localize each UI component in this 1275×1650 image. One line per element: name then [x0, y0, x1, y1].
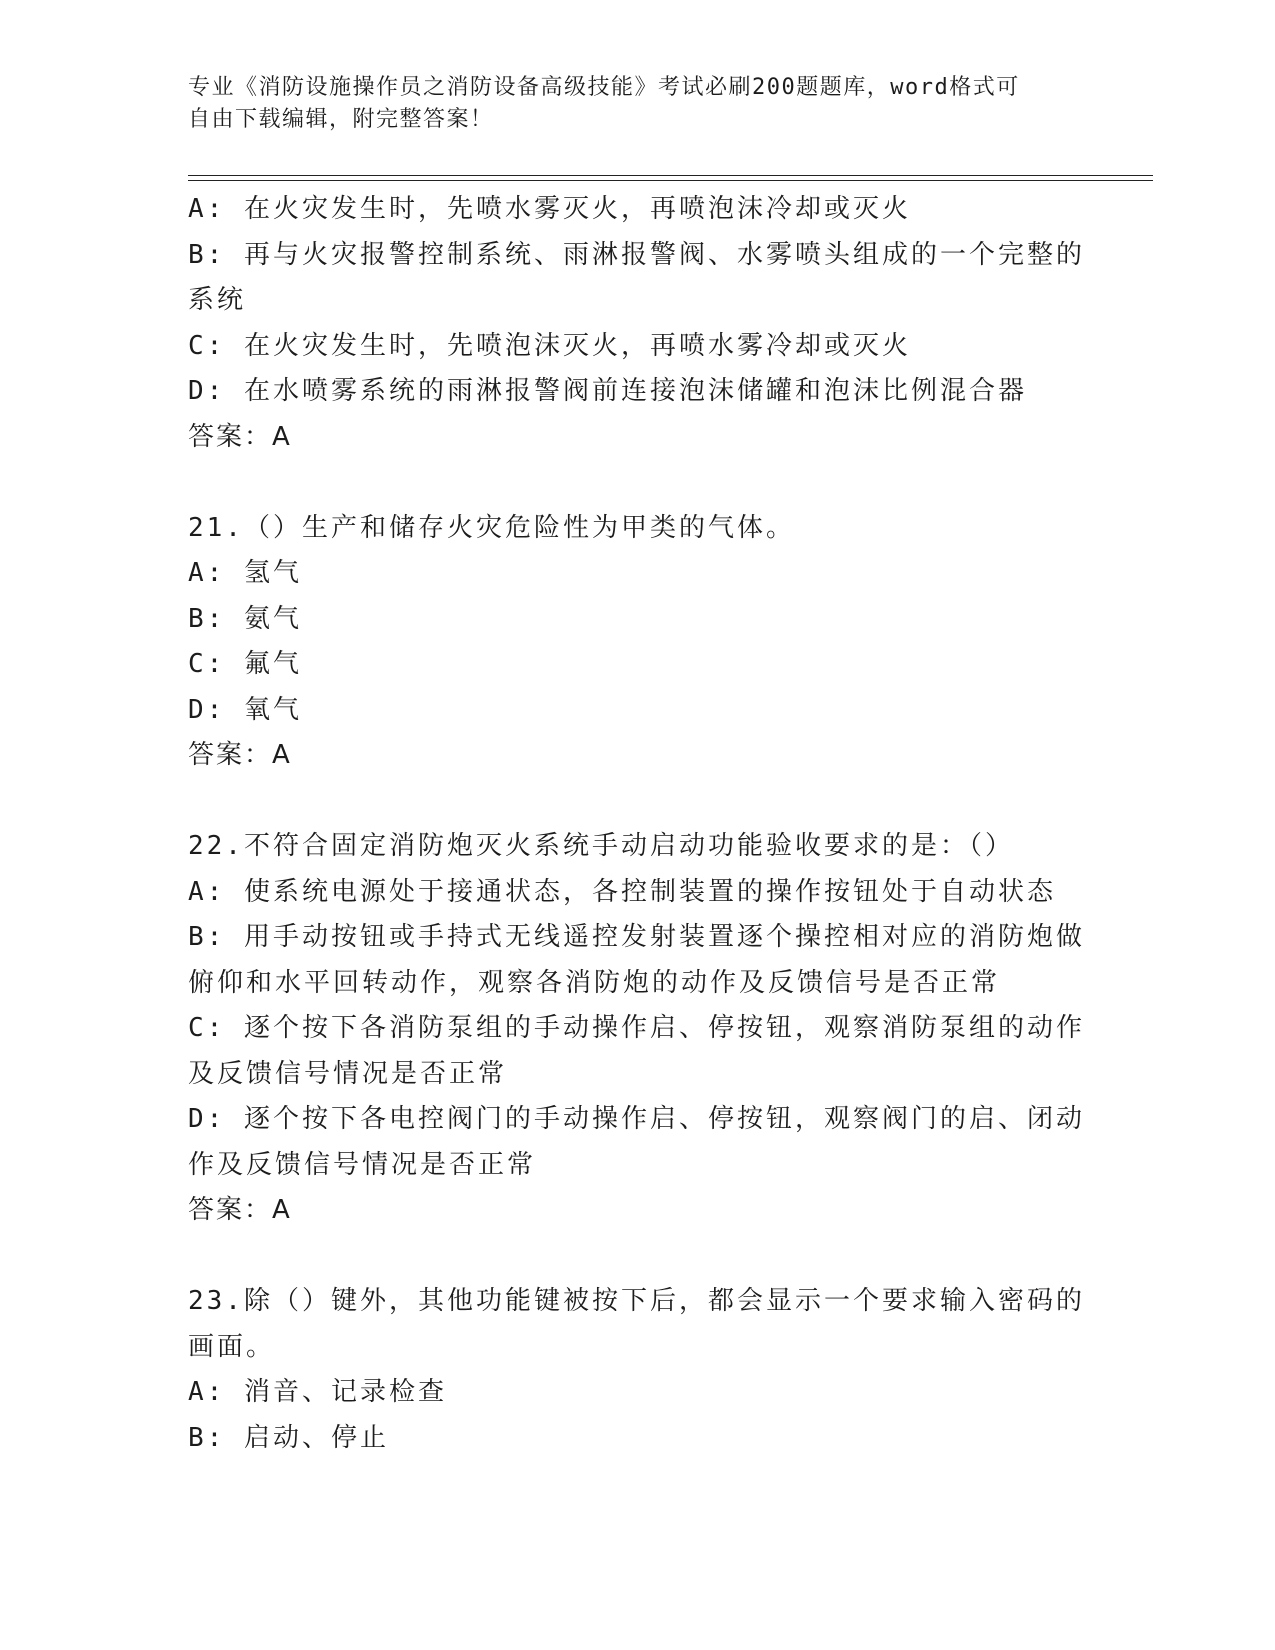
option-d: D: 氧气 — [188, 694, 302, 725]
option-d: D: 在水喷雾系统的雨淋报警阀前连接泡沫储罐和泡沫比例混合器 — [188, 376, 1027, 406]
answer: 答案：A — [188, 1195, 292, 1225]
header-divider-bottom — [188, 180, 1153, 181]
question-stem: 23.除（）键外，其他功能键被按下后，都会显示一个要求输入密码的 — [188, 1286, 1085, 1316]
option-c-continued: 及反馈信号情况是否正常 — [188, 1058, 508, 1089]
question-20 — [188, 187, 1088, 460]
question-stem: 22.不符合固定消防炮灭火系统手动启动功能验收要求的是：（） — [188, 831, 1014, 861]
answer: 答案：A — [188, 421, 292, 452]
option-b: B: 氨气 — [188, 603, 302, 634]
option-b-continued: 系统 — [188, 285, 247, 315]
option-d: D: 逐个按下各电控阀门的手动操作启、停按钮，观察阀门的启、闭动 — [188, 1104, 1085, 1134]
question-stem-continued: 画面。 — [188, 1331, 276, 1362]
option-b: B: 再与火灾报警控制系统、雨淋报警阀、水雾喷头组成的一个完整的 — [188, 239, 1085, 270]
question-21 — [188, 506, 1088, 779]
document-body — [188, 187, 1088, 1461]
option-b: B: 启动、停止 — [188, 1422, 389, 1453]
option-c: C: 在火灾发生时，先喷泡沫灭火，再喷水雾冷却或灭火 — [188, 330, 911, 361]
question-stem: 21.（）生产和储存火灾危险性为甲类的气体。 — [188, 512, 795, 543]
header-line-2: 自由下载编辑，附完整答案！ — [188, 107, 494, 132]
spacer — [188, 460, 1088, 506]
option-a: A: 消音、记录检查 — [188, 1377, 447, 1407]
option-a: A: 使系统电源处于接通状态，各控制装置的操作按钮处于自动状态 — [188, 876, 1056, 907]
header-divider-top — [188, 175, 1153, 176]
spacer — [188, 1234, 1088, 1280]
document-header — [188, 72, 1068, 136]
option-a: A: 在火灾发生时，先喷水雾灭火，再喷泡沫冷却或灭火 — [188, 194, 911, 224]
question-22 — [188, 824, 1088, 1234]
answer: 答案：A — [188, 740, 292, 770]
option-d-continued: 作及反馈信号情况是否正常 — [188, 1149, 537, 1180]
header-line-1: 专业《消防设施操作员之消防设备高级技能》考试必刷200题题库，word格式可 — [188, 75, 1020, 100]
option-c: C: 逐个按下各消防泵组的手动操作启、停按钮，观察消防泵组的动作 — [188, 1013, 1085, 1043]
option-a: A: 氢气 — [188, 558, 302, 588]
spacer — [188, 779, 1088, 825]
option-c: C: 氟气 — [188, 649, 302, 679]
option-b: B: 用手动按钮或手持式无线遥控发射装置逐个操控相对应的消防炮做 — [188, 922, 1085, 952]
option-b-continued: 俯仰和水平回转动作，观察各消防炮的动作及反馈信号是否正常 — [188, 967, 1001, 998]
question-23 — [188, 1279, 1088, 1461]
